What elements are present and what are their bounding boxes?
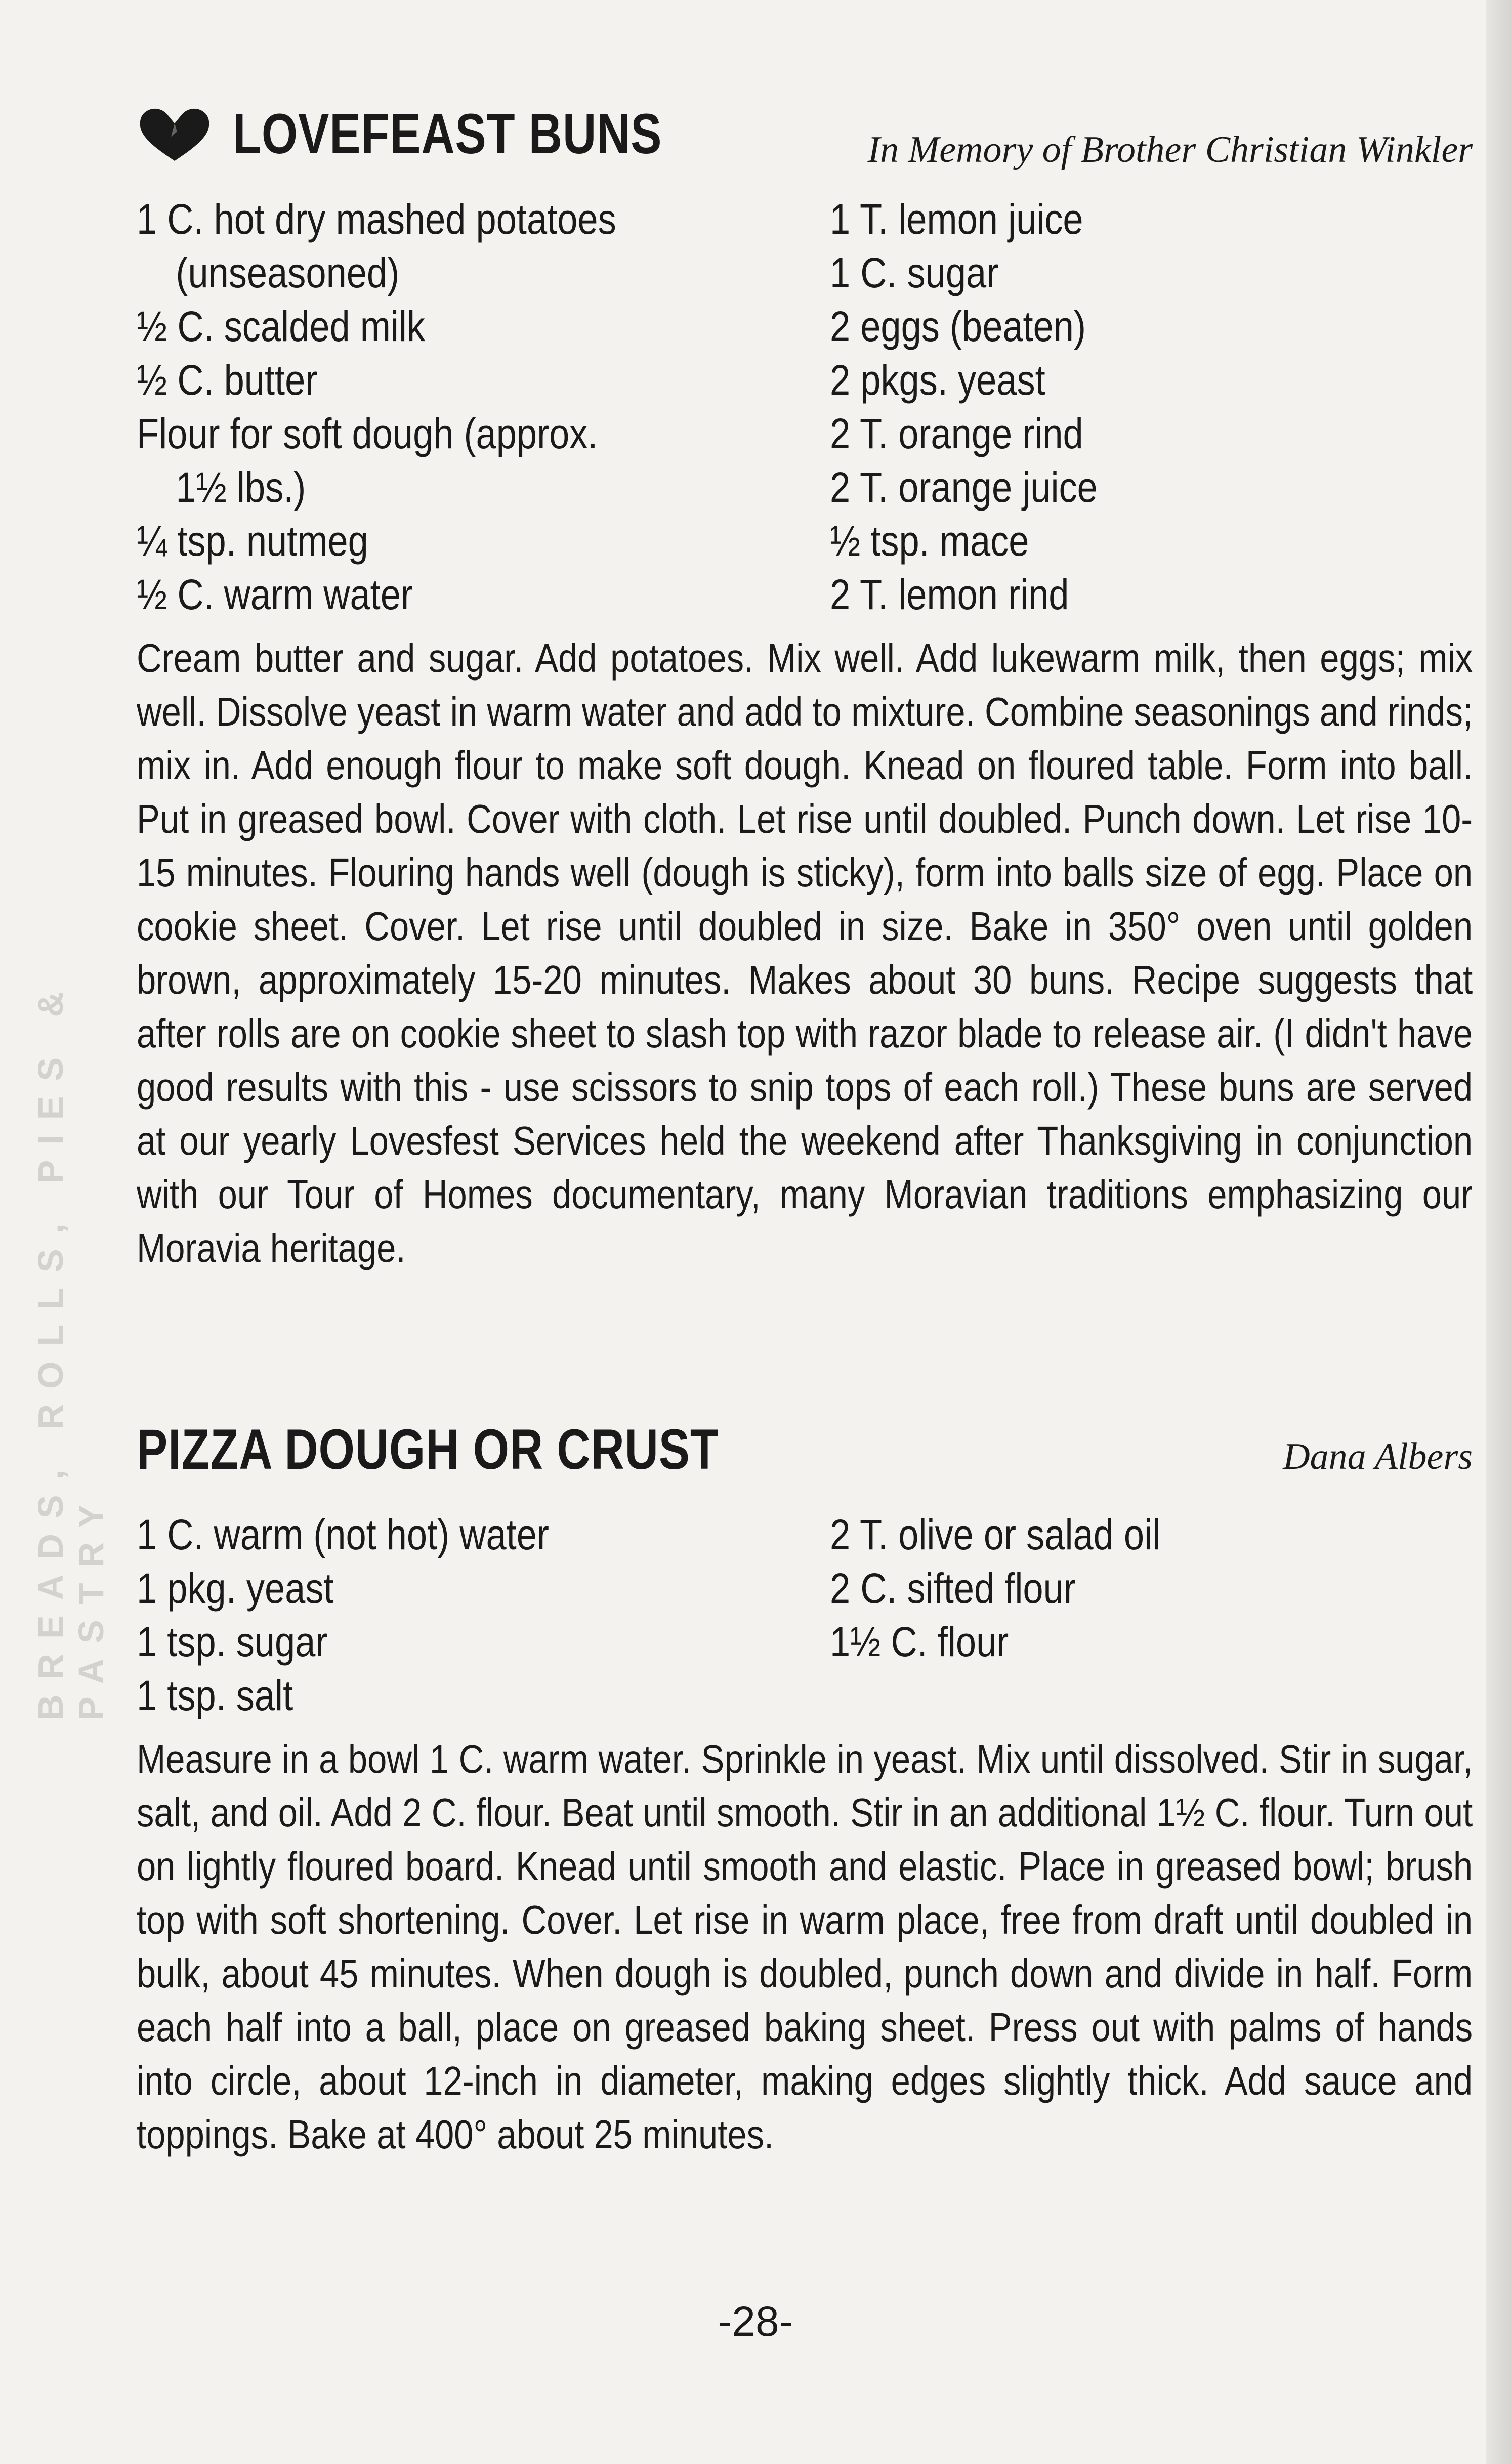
ingredient: 2 eggs (beaten) [830, 303, 1086, 350]
heart-icon [137, 106, 213, 162]
ingredient: ¼ tsp. nutmeg [137, 517, 368, 565]
ingredients-list [137, 1508, 1473, 1722]
side-tab-bleedthrough [30, 961, 111, 1720]
ingredient: ½ C. warm water [137, 571, 413, 618]
title-group [137, 101, 757, 166]
ingredients-column-right [830, 1508, 1473, 1722]
ingredient: Flour for soft dough (approx. [137, 410, 598, 457]
side-tab-text: BREADS, ROLLS, PIES & PASTRY [31, 976, 111, 1720]
ingredient: 2 T. lemon rind [830, 571, 1069, 618]
page-number: -28- [718, 2298, 793, 2345]
recipe-attribution: In Memory of Brother Christian Winkler [867, 129, 1473, 171]
ingredients-column-right [830, 192, 1473, 621]
recipe-title: LOVEFEAST BUNS [233, 102, 662, 165]
ingredient: 2 pkgs. yeast [830, 356, 1045, 404]
recipe-header [137, 101, 1473, 177]
ingredient: ½ C. butter [137, 356, 318, 404]
recipe-attribution: Dana Albers [1283, 1436, 1473, 1477]
ingredients-list [137, 192, 1473, 621]
page-edge [1486, 0, 1511, 2464]
section-divider [137, 1315, 1473, 1417]
ingredient: 1 C. hot dry mashed potatoes [137, 195, 616, 243]
ingredient: 1 tsp. sugar [137, 1618, 328, 1666]
recipe-page [137, 101, 1473, 2202]
recipe-header [137, 1417, 1473, 1493]
ingredient: (unseasoned) [176, 249, 400, 296]
ingredient: 2 T. olive or salad oil [830, 1511, 1161, 1558]
recipe-pizza-dough [137, 1417, 1473, 2161]
ingredient: 1 T. lemon juice [830, 195, 1083, 243]
ingredient: 1½ lbs.) [176, 463, 306, 511]
ingredients-column-left [137, 192, 830, 621]
recipe-lovefeast-buns [137, 101, 1473, 1275]
ingredient: 1 C. warm (not hot) water [137, 1511, 549, 1558]
ingredients-column-left [137, 1508, 830, 1722]
ingredient: 2 C. sifted flour [830, 1564, 1076, 1612]
ingredient: ½ tsp. mace [830, 517, 1029, 565]
ingredient: 1½ C. flour [830, 1618, 1009, 1666]
ingredient: 2 T. orange rind [830, 410, 1083, 457]
ingredient: ½ C. scalded milk [137, 303, 426, 350]
ingredient: 2 T. orange juice [830, 463, 1098, 511]
recipe-title: PIZZA DOUGH OR CRUST [137, 1418, 719, 1481]
ingredient: 1 tsp. salt [137, 1672, 293, 1719]
title-group [137, 1417, 847, 1482]
recipe-instructions: Cream butter and sugar. Add potatoes. Mix well. Add lukewarm milk, then eggs; mix well. Dissolve yeast in warm water and add to mixture. Combine seasonings and rinds; mix in. Add enough flour to make soft dough. Knead on floured table. Form into ball. Put in greased bowl. Cover with cloth. Let rise until doubled. Punch down. Let rise 10-15 minutes. Flouring hands well (dough is sticky), form into balls size of egg. Place on cookie sheet. Cover. Let rise until doubled in size. Bake in 350° oven until golden brown, approximately 15-20 minutes. Makes about 30 buns. Recipe suggests that after rolls are on cookie sheet to slash top with razor blade to release air. (I didn't have good results with this - use scissors to snip tops of each roll.) These buns are served at our yearly Lovesfest Services held the weekend after Thanksgiving in conjunction with our Tour of Homes documentary, many Moravian traditions emphasizing our Moravia heritage. [137, 635, 1473, 1270]
ingredient: 1 C. sugar [830, 249, 999, 296]
ingredient: 1 pkg. yeast [137, 1564, 334, 1612]
recipe-instructions: Measure in a bowl 1 C. warm water. Sprinkle in yeast. Mix until dissolved. Stir in sugar, salt, and oil. Add 2 C. flour. Beat until smooth. Stir in an additional 1½ C. flour. Turn out on lightly floured board. Knead until smooth and elastic. Place in greased bowl; brush top with soft shortening. Cover. Let rise in warm place, free from draft until doubled in bulk, about 45 minutes. When dough is doubled, punch down and divide in half. Form each half into a ball, place on greased baking sheet. Press out with palms of hands into circle, about 12-inch in diameter, making edges slightly thick. Add sauce and toppings. Bake at 400° about 25 minutes. [137, 1736, 1473, 2157]
